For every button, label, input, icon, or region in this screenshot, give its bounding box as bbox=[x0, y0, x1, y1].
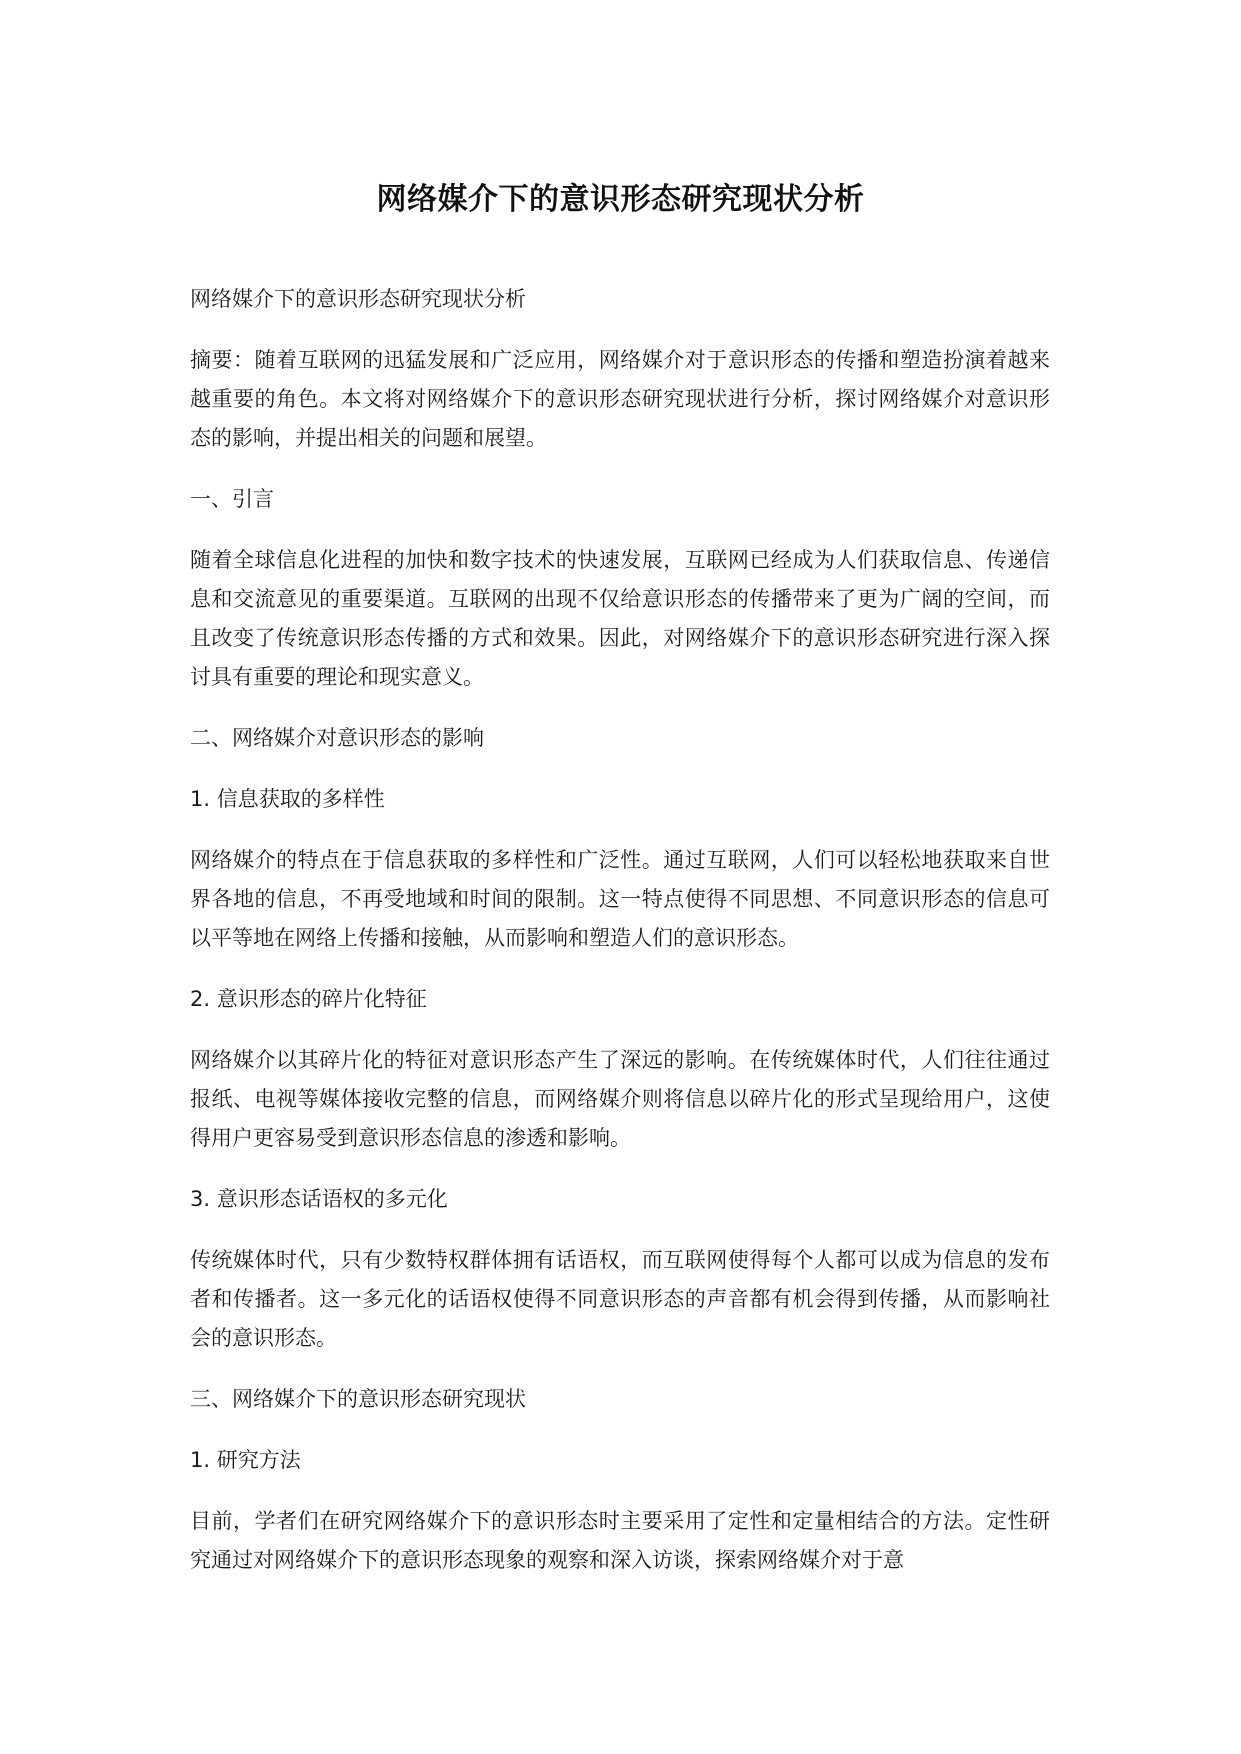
subsection-heading-diversity: 1. 信息获取的多样性 bbox=[190, 787, 385, 811]
introduction-paragraph: 随着全球信息化进程的加快和数字技术的快速发展，互联网已经成为人们获取信息、传递信息和交流意见的重要渠道。互联网的出现不仅给意识形态的传播带来了更为广阔的空间，而且改变了传统意识形态传播的方式和效果。因此，对网络媒介下的意识形态研究进行深入探讨具有重要的理论和现实意义。 bbox=[190, 548, 1050, 689]
subtitle-paragraph: 网络媒介下的意识形态研究现状分析 bbox=[190, 287, 526, 311]
subsection-heading-fragmentation: 2. 意识形态的碎片化特征 bbox=[190, 987, 427, 1011]
section-heading-introduction: 一、引言 bbox=[190, 487, 274, 511]
subsection-heading-discourse: 3. 意识形态话语权的多元化 bbox=[190, 1187, 448, 1211]
section-heading-research-status: 三、网络媒介下的意识形态研究现状 bbox=[190, 1387, 526, 1411]
fragmentation-paragraph: 网络媒介以其碎片化的特征对意识形态产生了深远的影响。在传统媒体时代，人们往往通过报纸、电视等媒体接收完整的信息，而网络媒介则将信息以碎片化的形式呈现给用户，这使得用户更容易受到意识形态信息的渗透和影响。 bbox=[190, 1048, 1050, 1150]
section-heading-influence: 二、网络媒介对意识形态的影响 bbox=[190, 726, 484, 750]
discourse-paragraph: 传统媒体时代，只有少数特权群体拥有话语权，而互联网使得每个人都可以成为信息的发布者和传播者。这一多元化的话语权使得不同意识形态的声音都有机会得到传播，从而影响社会的意识形态。 bbox=[190, 1248, 1050, 1350]
diversity-paragraph: 网络媒介的特点在于信息获取的多样性和广泛性。通过互联网，人们可以轻松地获取来自世界各地的信息，不再受地域和时间的限制。这一特点使得不同思想、不同意识形态的信息可以平等地在网络上传播和接触，从而影响和塑造人们的意识形态。 bbox=[190, 848, 1050, 950]
document-title: 网络媒介下的意识形态研究现状分析 bbox=[376, 182, 865, 217]
subsection-heading-methods: 1. 研究方法 bbox=[190, 1448, 301, 1472]
document-body bbox=[190, 280, 1050, 1602]
abstract-paragraph: 摘要：随着互联网的迅猛发展和广泛应用，网络媒介对于意识形态的传播和塑造扮演着越来越重要的角色。本文将对网络媒介下的意识形态研究现状进行分析，探讨网络媒介对意识形态的影响，并提出相关的问题和展望。 bbox=[190, 348, 1050, 450]
methods-paragraph: 目前，学者们在研究网络媒介下的意识形态时主要采用了定性和定量相结合的方法。定性研究通过对网络媒介下的意识形态现象的观察和深入访谈，探索网络媒介对于意 bbox=[190, 1509, 1050, 1572]
